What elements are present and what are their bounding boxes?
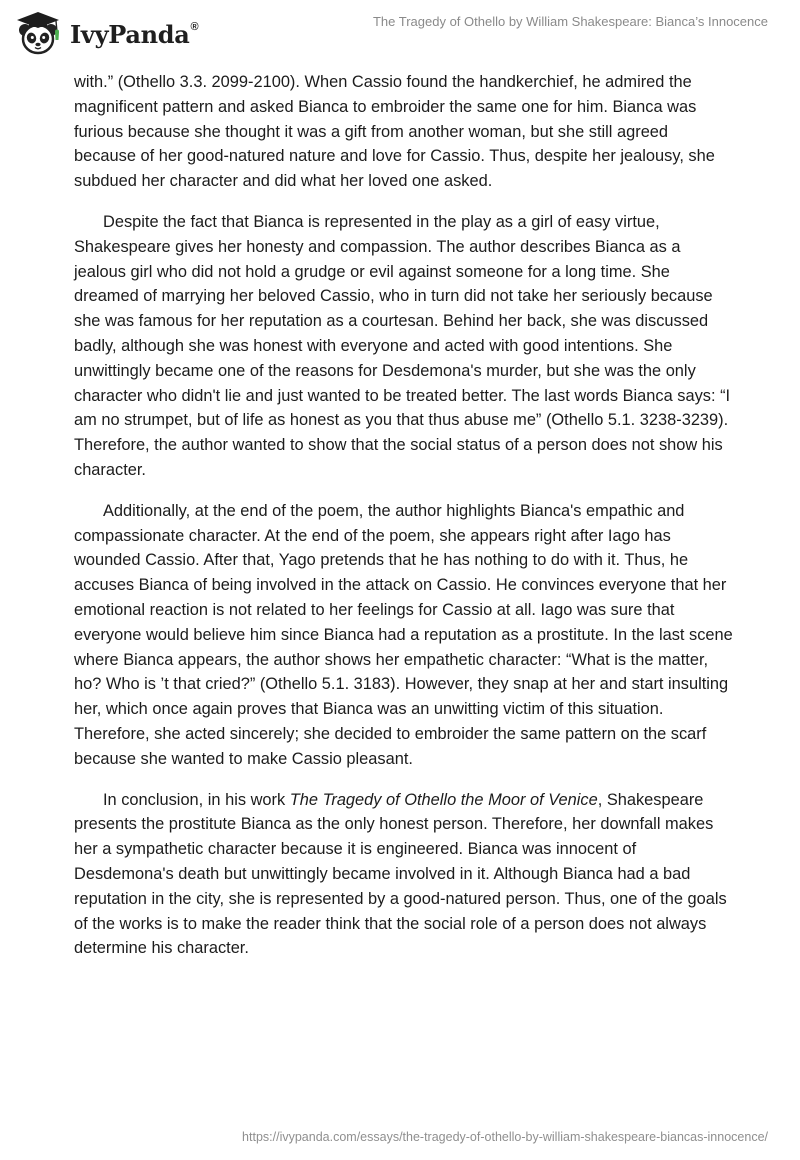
registered-mark: ® (190, 20, 199, 33)
paragraph-3: Additionally, at the end of the poem, the author highlights Bianca's empathic and compassionate character. At the end of the poem, she appears right after Iago has wounded Cassio. After that, Yago pretends that he has nothing to do with it. Thus, he accuses Bianca of being involved in the attack on Cassio. He convinces everyone that her emotional reaction is not related to her feelings for Cassio at all. Iago was sure that everyone would believe him since Bianca had a reputation as a prostitute. In the last scene where Bianca appears, the author shows her empathetic character: “What is the matter, ho? Who is ’t that cried?” (Othello 5.1. 3183). However, they snap at her and start insulting her, which once again proves that Bianca was an unwitting victim of this situation. Therefore, she acted sincerely; she decided to embroider the same pattern on the scarf because she wanted to make Cassio pleasant. (74, 501, 733, 768)
brand-label: IvyPanda (70, 19, 190, 49)
paragraph-4-rest: , Shakespeare presents the prostitute Bianca as the only honest person. Therefore, her downfall makes her a sympathetic character because it is engineered. Bianca was innocent of Desdemona's death but unwittingly became involved in it. Although Bianca had a bad reputation in the city, she is represented by a good-natured person. Thus, one of the goals of the works is to make the reader think that the social role of a person does not always determine his character. (74, 790, 727, 958)
document-title: The Tragedy of Othello by William Shakespeare: Bianca’s Innocence (372, 14, 768, 29)
paragraph-4 (74, 788, 734, 962)
paragraph-1: with.” (Othello 3.3. 2099-2100). When Cassio found the handkerchief, he admired the magnificent pattern and asked Bianca to embroider the same one for him. Bianca was furious because she thought it was a gift from another woman, but she still agreed because of her good-natured nature and love for Cassio. Thus, despite her jealousy, she subdued her character and did what her loved one asked. (74, 73, 715, 191)
essay-body (74, 70, 734, 977)
page-header (0, 0, 800, 70)
source-url[interactable]: https://ivypanda.com/essays/the-tragedy-of-othello-by-william-shakespeare-biancas-innocence/ (242, 1130, 768, 1144)
panda-graduate-icon (14, 10, 62, 56)
ivypanda-logo[interactable] (14, 10, 198, 56)
brand-name (70, 20, 198, 49)
paragraph-4-lead: In conclusion, in his work (103, 790, 290, 809)
work-title: The Tragedy of Othello the Moor of Venice (289, 790, 598, 809)
paragraph-2: Despite the fact that Bianca is represented in the play as a girl of easy virtue, Shakespeare gives her honesty and compassion. The author describes Bianca as a jealous girl who did not hold a grudge or evil against someone for a long time. She dreamed of marrying her beloved Cassio, who in turn did not take her seriously because she was famous for her reputation as a courtesan. Behind her back, she was discussed badly, although she was honest with everyone and acted with good intentions. She unwittingly became one of the reasons for Desdemona's murder, but she was the only character who didn't lie and just wanted to be treated better. The last words Bianca says: “I am no strumpet, but of life as honest as you that thus abuse me” (Othello 5.1. 3238-3239). Therefore, the author wanted to show that the social status of a person does not show his character. (74, 212, 731, 479)
